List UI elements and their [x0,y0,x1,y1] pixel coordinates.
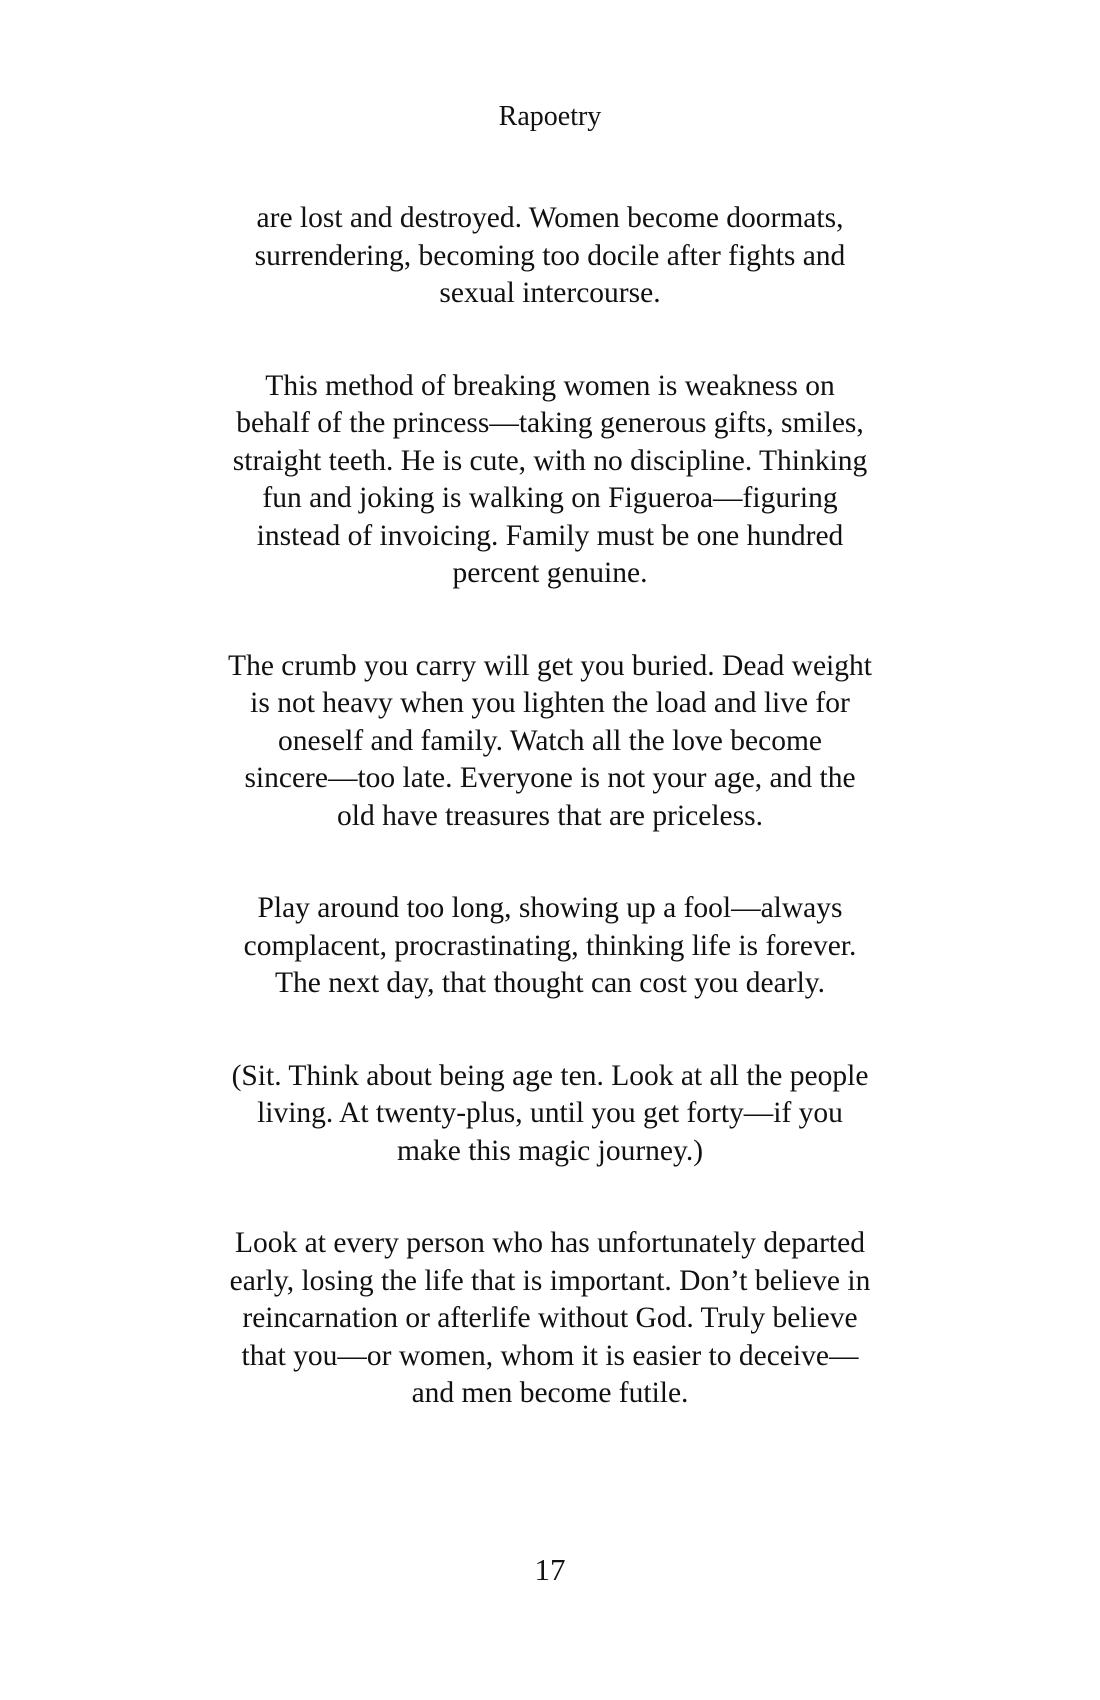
stanza-3 [190,648,910,836]
text-line: behalf of the princess—taking generous gifts, smiles, [236,407,864,439]
text-line: is not heavy when you lighten the load and live for [250,687,850,719]
text-line: percent genuine. [452,557,648,589]
text-line: are lost and destroyed. Women become doormats, [256,202,844,234]
text-line: make this magic journey.) [396,1134,704,1167]
text-line: fun and joking is walking on Figueroa—figuring [262,482,838,514]
text-line: The next day, that thought can cost you dearly. [275,967,825,999]
text-line: sexual intercourse. [439,277,661,309]
text-line: instead of invoicing. Family must be one hundred [256,519,844,552]
stanza-6 [190,1225,910,1413]
stanza-4 [190,890,910,1003]
text-line: early, losing the life that is important. Don’t believe in [229,1264,871,1297]
text-line: (Sit. Think about being age ten. Look at all the people [231,1059,869,1092]
stanza-5 [190,1058,910,1171]
text-line: straight teeth. He is cute, with no discipline. Thinking [232,444,868,477]
text-line: Play around too long, showing up a fool—always [257,892,843,924]
text-line: complacent, procrastinating, thinking life is forever. [243,929,857,962]
text-line: reincarnation or afterlife without God. Truly believe [242,1302,858,1334]
page-number: 17 [534,1552,566,1587]
stanza-1 [190,200,910,313]
text-line: This method of breaking women is weakness on [265,369,835,402]
text-line: sincere—too late. Everyone is not your age, and the [244,762,856,794]
running-header: Rapoetry [498,101,602,132]
text-line: surrendering, becoming too docile after fights and [254,239,846,272]
text-line: Look at every person who has unfortunately departed [235,1227,865,1259]
text-line: oneself and family. Watch all the love become [278,724,822,757]
stanza-2 [190,368,910,593]
text-line: that you—or women, whom it is easier to deceive— [241,1339,859,1372]
text-line: old have treasures that are priceless. [337,799,763,832]
text-line: The crumb you carry will get you buried. Dead weight [228,649,872,682]
text-line: living. At twenty-plus, until you get forty—if you [257,1097,843,1129]
text-line: and men become futile. [411,1377,689,1409]
body-text [190,200,910,1468]
